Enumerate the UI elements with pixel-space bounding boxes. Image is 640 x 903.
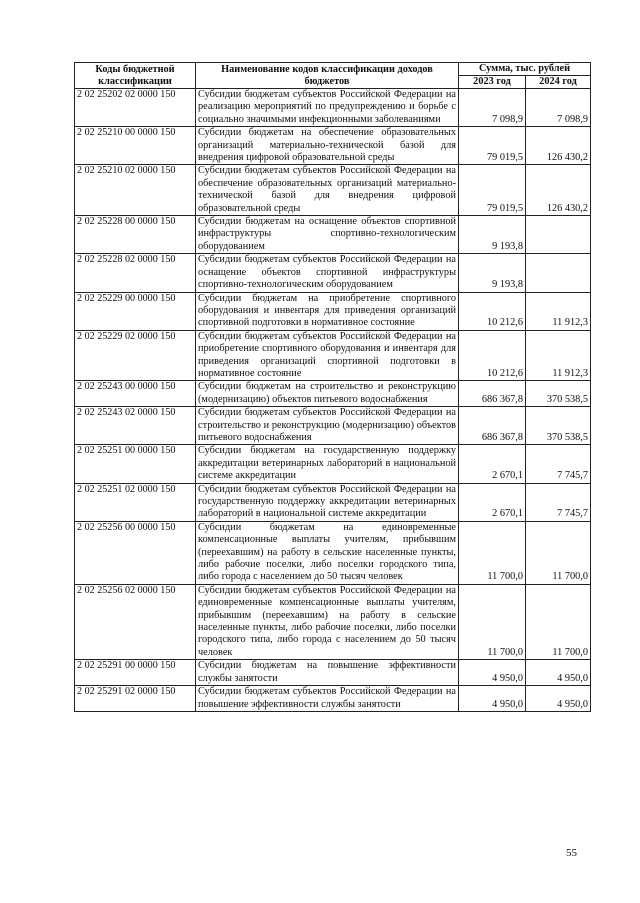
table-row — [75, 89, 591, 127]
code-cell: 2 02 25210 02 0000 150 — [75, 165, 196, 216]
table-row — [75, 660, 591, 686]
header-row — [75, 63, 591, 76]
header-name: Наименование кодов классификации доходов бюджетов — [196, 63, 459, 89]
code-cell: 2 02 25256 02 0000 150 — [75, 584, 196, 659]
code-cell: 2 02 25251 00 0000 150 — [75, 445, 196, 483]
revenue-table — [74, 62, 591, 712]
amount-2024-cell: 11 912,3 — [526, 292, 591, 330]
amount-2024-cell — [526, 254, 591, 292]
name-cell: Субсидии бюджетам субъектов Российской Федерации на государственную поддержку аккредитации ветеринарных лабораторий в национальной системе аккредитации — [196, 483, 459, 521]
amount-2023-cell: 686 367,8 — [459, 381, 526, 407]
name-cell: Субсидии бюджетам на повышение эффективности службы занятости — [196, 660, 459, 686]
amount-2023-cell: 9 193,8 — [459, 216, 526, 254]
code-cell: 2 02 25243 00 0000 150 — [75, 381, 196, 407]
name-cell: Субсидии бюджетам на единовременные компенсационные выплаты учителям, прибывшим (переехавшим) на работу в сельские населенные пункты, либо рабочие поселки, либо поселки городского типа, либо города с населением до 50 тысяч человек — [196, 521, 459, 584]
amount-2024-cell: 11 700,0 — [526, 521, 591, 584]
header-codes: Коды бюджетной классификации — [75, 63, 196, 89]
amount-2024-cell: 4 950,0 — [526, 660, 591, 686]
amount-2024-cell: 126 430,2 — [526, 127, 591, 165]
table-row — [75, 381, 591, 407]
name-cell: Субсидии бюджетам на оснащение объектов спортивной инфраструктуры спортивно-технологическим оборудованием — [196, 216, 459, 254]
code-cell: 2 02 25228 00 0000 150 — [75, 216, 196, 254]
amount-2024-cell: 11 912,3 — [526, 330, 591, 381]
code-cell: 2 02 25256 00 0000 150 — [75, 521, 196, 584]
name-cell: Субсидии бюджетам на приобретение спортивного оборудования и инвентаря для приведения организаций спортивной подготовки в нормативное состояние — [196, 292, 459, 330]
table-body — [75, 89, 591, 712]
amount-2024-cell: 7 745,7 — [526, 445, 591, 483]
amount-2024-cell: 11 700,0 — [526, 584, 591, 659]
header-year-2024: 2024 год — [526, 76, 591, 89]
table-row — [75, 254, 591, 292]
table-row — [75, 521, 591, 584]
table-row — [75, 407, 591, 445]
name-cell: Субсидии бюджетам субъектов Российской Федерации на единовременные компенсационные выплаты учителям, прибывшим (переехавшим) на работу в сельские населенные пункты, либо рабочие поселки, либо поселки городского типа, либо города с населением до 50 тысяч человек — [196, 584, 459, 659]
amount-2023-cell: 79 019,5 — [459, 127, 526, 165]
name-cell: Субсидии бюджетам субъектов Российской Федерации на обеспечение образовательных организаций материально-технической базой для внедрения цифровой образовательной среды — [196, 165, 459, 216]
amount-2023-cell: 4 950,0 — [459, 686, 526, 712]
code-cell: 2 02 25229 02 0000 150 — [75, 330, 196, 381]
amount-2023-cell: 7 098,9 — [459, 89, 526, 127]
amount-2023-cell: 10 212,6 — [459, 292, 526, 330]
code-cell: 2 02 25251 02 0000 150 — [75, 483, 196, 521]
code-cell: 2 02 25229 00 0000 150 — [75, 292, 196, 330]
amount-2023-cell: 2 670,1 — [459, 483, 526, 521]
code-cell: 2 02 25210 00 0000 150 — [75, 127, 196, 165]
name-cell: Субсидии бюджетам субъектов Российской Федерации на оснащение объектов спортивной инфраструктуры спортивно-технологическим оборудованием — [196, 254, 459, 292]
table-row — [75, 216, 591, 254]
amount-2023-cell: 2 670,1 — [459, 445, 526, 483]
table-row — [75, 292, 591, 330]
name-cell: Субсидии бюджетам субъектов Российской Федерации на приобретение спортивного оборудования и инвентаря для приведения организаций спортивной подготовки в нормативное состояние — [196, 330, 459, 381]
table-row — [75, 445, 591, 483]
code-cell: 2 02 25243 02 0000 150 — [75, 407, 196, 445]
code-cell: 2 02 25291 02 0000 150 — [75, 686, 196, 712]
amount-2024-cell: 370 538,5 — [526, 407, 591, 445]
header-year-2023: 2023 год — [459, 76, 526, 89]
amount-2023-cell: 9 193,8 — [459, 254, 526, 292]
table-row — [75, 330, 591, 381]
name-cell: Субсидии бюджетам субъектов Российской Федерации на реализацию мероприятий по предупреждению и борьбе с социально значимыми инфекционными заболеваниями — [196, 89, 459, 127]
amount-2023-cell: 11 700,0 — [459, 521, 526, 584]
amount-2023-cell: 79 019,5 — [459, 165, 526, 216]
name-cell: Субсидии бюджетам субъектов Российской Федерации на повышение эффективности службы занятости — [196, 686, 459, 712]
amount-2024-cell: 7 098,9 — [526, 89, 591, 127]
table-row — [75, 127, 591, 165]
table-row — [75, 483, 591, 521]
name-cell: Субсидии бюджетам на строительство и реконструкцию (модернизацию) объектов питьевого водоснабжения — [196, 381, 459, 407]
name-cell: Субсидии бюджетам на обеспечение образовательных организаций материально-технической базой для внедрения цифровой образовательной среды — [196, 127, 459, 165]
code-cell: 2 02 25228 02 0000 150 — [75, 254, 196, 292]
amount-2024-cell: 370 538,5 — [526, 381, 591, 407]
header-sum: Сумма, тыс. рублей — [459, 63, 591, 76]
amount-2023-cell: 686 367,8 — [459, 407, 526, 445]
code-cell: 2 02 25291 00 0000 150 — [75, 660, 196, 686]
table-row — [75, 584, 591, 659]
amount-2023-cell: 10 212,6 — [459, 330, 526, 381]
amount-2024-cell: 4 950,0 — [526, 686, 591, 712]
amount-2024-cell: 126 430,2 — [526, 165, 591, 216]
table-row — [75, 165, 591, 216]
name-cell: Субсидии бюджетам на государственную поддержку аккредитации ветеринарных лабораторий в национальной системе аккредитации — [196, 445, 459, 483]
code-cell: 2 02 25202 02 0000 150 — [75, 89, 196, 127]
amount-2024-cell — [526, 216, 591, 254]
amount-2023-cell: 11 700,0 — [459, 584, 526, 659]
amount-2024-cell: 7 745,7 — [526, 483, 591, 521]
amount-2023-cell: 4 950,0 — [459, 660, 526, 686]
name-cell: Субсидии бюджетам субъектов Российской Федерации на строительство и реконструкцию (модернизацию) объектов питьевого водоснабжения — [196, 407, 459, 445]
table-row — [75, 686, 591, 712]
page-number: 55 — [566, 847, 577, 859]
